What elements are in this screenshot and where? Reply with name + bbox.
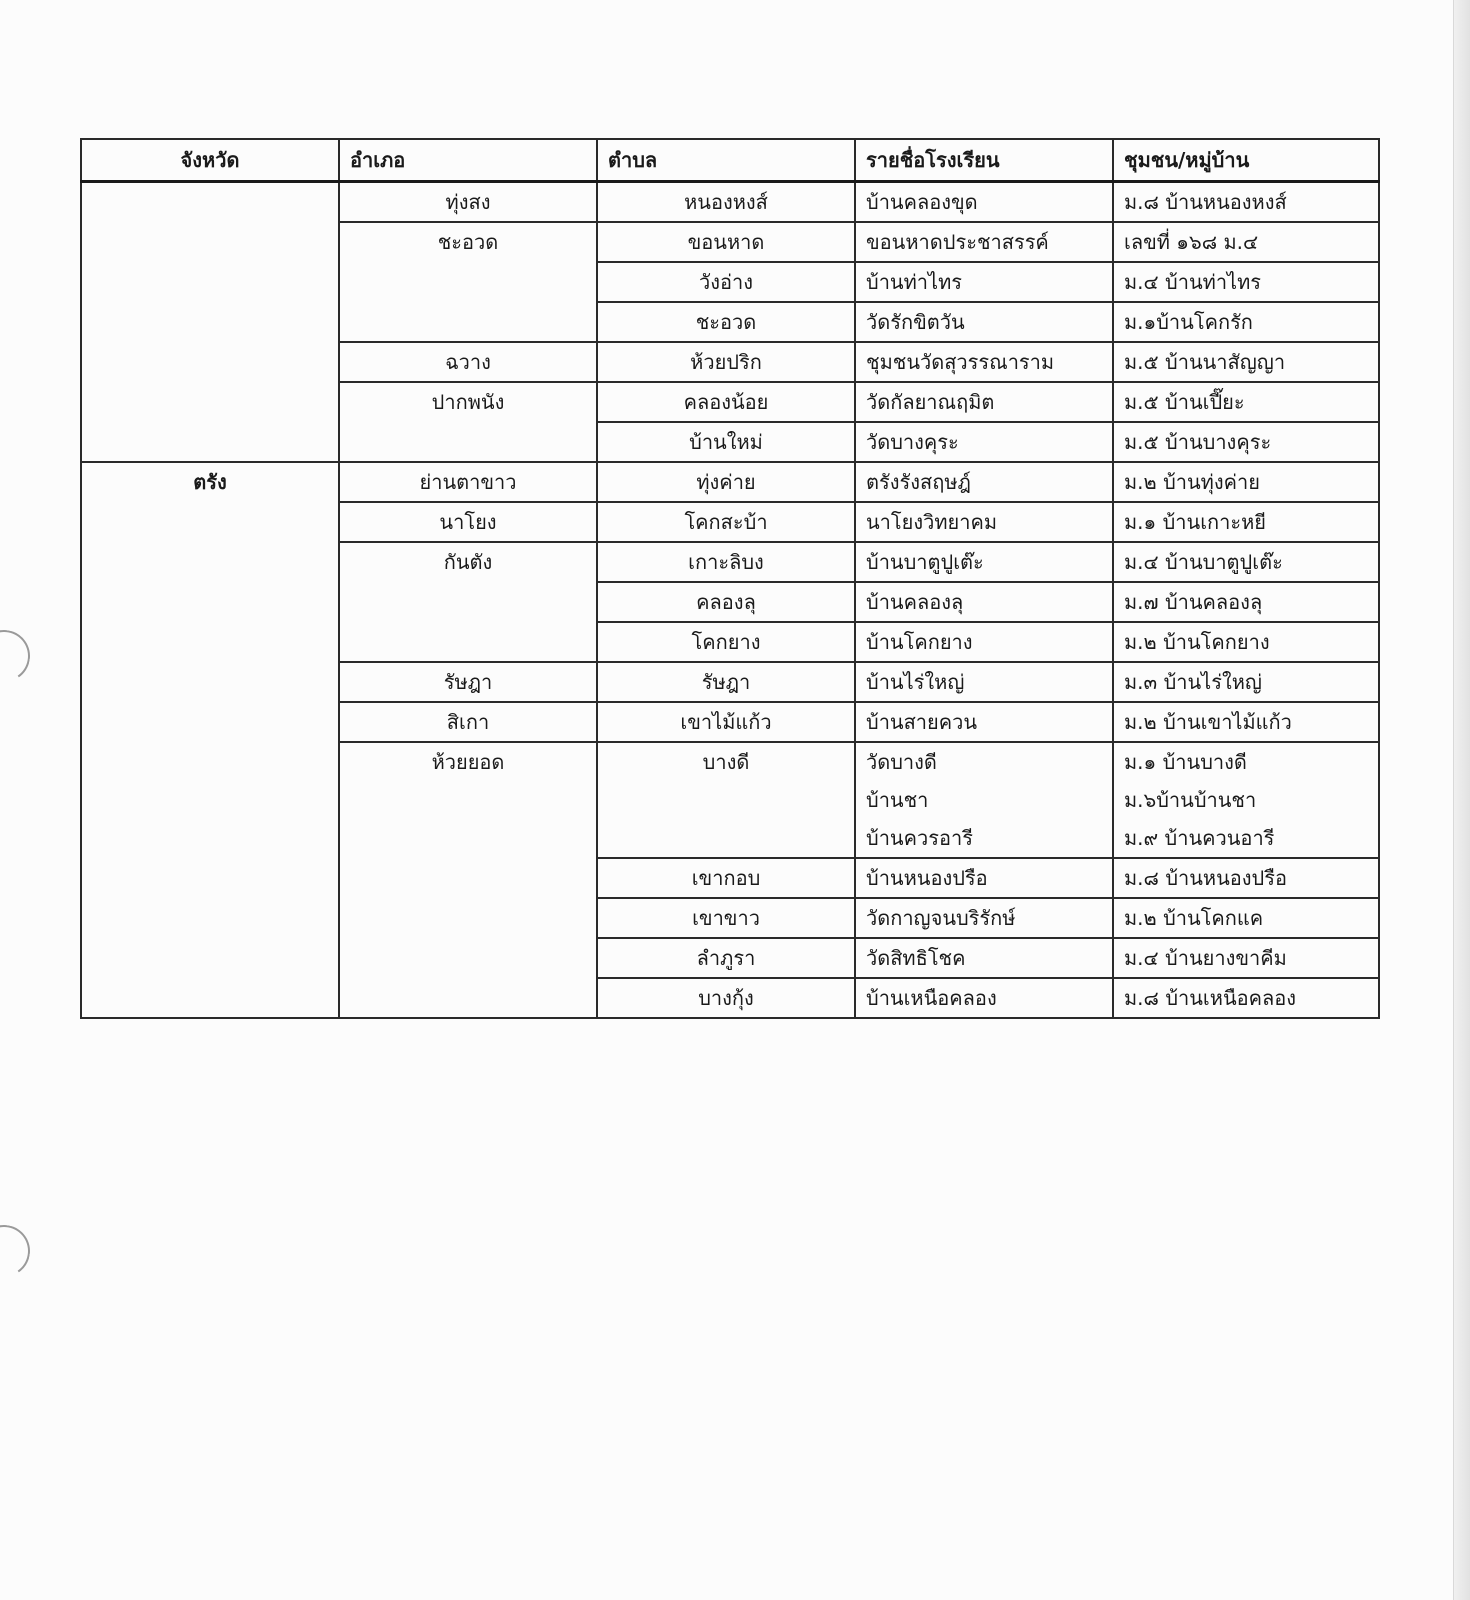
subdistrict-cell: เขากอบ [597, 858, 855, 898]
school-cell: ชุมชนวัดสุวรรณาราม [855, 342, 1113, 382]
table-row [81, 182, 1379, 223]
header-school: รายชื่อโรงเรียน [855, 139, 1113, 182]
school-cell: บ้านสายควน [855, 702, 1113, 742]
community-cell: ม.๘ บ้านหนองหงส์ [1113, 182, 1379, 223]
district-cell: กันตัง [339, 542, 597, 662]
province-cell: ตรัง [81, 462, 339, 1018]
district-cell: ฉวาง [339, 342, 597, 382]
school-cell: บ้านโคกยาง [855, 622, 1113, 662]
school-cell: ตรังรังสฤษฎ์ [855, 462, 1113, 502]
school-cell: บ้านไร่ใหญ่ [855, 662, 1113, 702]
school-cell: วัดกาญจนบริรักษ์ [855, 898, 1113, 938]
school-cell: บ้านท่าไทร [855, 262, 1113, 302]
school-cell: บ้านเหนือคลอง [855, 978, 1113, 1018]
community-cell [1113, 742, 1379, 858]
community-cell: ม.๓ บ้านไร่ใหญ่ [1113, 662, 1379, 702]
community-name: ม.๖บ้านบ้านชา [1124, 788, 1257, 812]
subdistrict-cell: เขาขาว [597, 898, 855, 938]
district-cell: ห้วยยอด [339, 742, 597, 1018]
table-header-row [81, 139, 1379, 182]
district-cell: รัษฎา [339, 662, 597, 702]
district-cell: ชะอวด [339, 222, 597, 342]
community-name: ม.๑ บ้านบางดี [1124, 750, 1247, 774]
punch-hole-mark [0, 626, 34, 686]
subdistrict-cell: เขาไม้แก้ว [597, 702, 855, 742]
subdistrict-cell: เกาะลิบง [597, 542, 855, 582]
subdistrict-cell: หนองหงส์ [597, 182, 855, 223]
school-cell: บ้านหนองปรือ [855, 858, 1113, 898]
community-cell: ม.๒ บ้านทุ่งค่าย [1113, 462, 1379, 502]
community-cell: ม.๑ บ้านเกาะหยี [1113, 502, 1379, 542]
subdistrict-cell: ขอนหาด [597, 222, 855, 262]
community-cell: ม.๔ บ้านยางขาคีม [1113, 938, 1379, 978]
subdistrict-cell: ทุ่งค่าย [597, 462, 855, 502]
school-cell: วัดกัลยาณฤมิต [855, 382, 1113, 422]
school-cell: วัดรักขิตวัน [855, 302, 1113, 342]
subdistrict-cell: ชะอวด [597, 302, 855, 342]
district-cell: ปากพนัง [339, 382, 597, 462]
community-name: ม.๙ บ้านควนอารี [1124, 826, 1275, 850]
subdistrict-cell: คลองลุ [597, 582, 855, 622]
school-cell [855, 742, 1113, 858]
school-cell: วัดบางคุระ [855, 422, 1113, 462]
subdistrict-cell: บ้านใหม่ [597, 422, 855, 462]
community-cell: ม.๒ บ้านโคกแค [1113, 898, 1379, 938]
subdistrict-cell: โคกสะบ้า [597, 502, 855, 542]
header-subdistrict: ตำบล [597, 139, 855, 182]
district-cell: ย่านตาขาว [339, 462, 597, 502]
district-cell: ทุ่งสง [339, 182, 597, 223]
school-name: วัดบางดี [866, 750, 937, 774]
community-cell: ม.๒ บ้านโคกยาง [1113, 622, 1379, 662]
district-cell: สิเกา [339, 702, 597, 742]
subdistrict-cell: รัษฎา [597, 662, 855, 702]
district-cell: นาโยง [339, 502, 597, 542]
subdistrict-cell: วังอ่าง [597, 262, 855, 302]
header-province: จังหวัด [81, 139, 339, 182]
school-cell: วัดสิทธิโชค [855, 938, 1113, 978]
header-district: อำเภอ [339, 139, 597, 182]
header-community: ชุมชน/หมู่บ้าน [1113, 139, 1379, 182]
subdistrict-cell: โคกยาง [597, 622, 855, 662]
community-cell: ม.๗ บ้านคลองลุ [1113, 582, 1379, 622]
community-cell: ม.๑บ้านโคกรัก [1113, 302, 1379, 342]
subdistrict-cell: ห้วยปริก [597, 342, 855, 382]
page-edge [1453, 0, 1470, 1600]
school-name: บ้านชา [866, 788, 929, 812]
community-cell: ม.๒ บ้านเขาไม้แก้ว [1113, 702, 1379, 742]
table-row [81, 462, 1379, 502]
community-cell: ม.๔ บ้านท่าไทร [1113, 262, 1379, 302]
province-cell [81, 182, 339, 463]
school-list-table [80, 138, 1380, 1019]
community-cell: ม.๔ บ้านบาตูปูเต๊ะ [1113, 542, 1379, 582]
community-cell: ม.๕ บ้านนาสัญญา [1113, 342, 1379, 382]
school-cell: บ้านคลองขุด [855, 182, 1113, 223]
school-cell: บ้านบาตูปูเต๊ะ [855, 542, 1113, 582]
community-cell: ม.๕ บ้านบางคุระ [1113, 422, 1379, 462]
subdistrict-cell: ลำภูรา [597, 938, 855, 978]
subdistrict-cell: บางดี [597, 742, 855, 858]
subdistrict-cell: คลองน้อย [597, 382, 855, 422]
community-cell: ม.๕ บ้านเปี๊ยะ [1113, 382, 1379, 422]
community-cell: เลขที่ ๑๖๘ ม.๔ [1113, 222, 1379, 262]
school-cell: ขอนหาดประชาสรรค์ [855, 222, 1113, 262]
school-cell: บ้านคลองลุ [855, 582, 1113, 622]
school-cell: นาโยงวิทยาคม [855, 502, 1113, 542]
community-cell: ม.๘ บ้านหนองปรือ [1113, 858, 1379, 898]
community-cell: ม.๘ บ้านเหนือคลอง [1113, 978, 1379, 1018]
punch-hole-mark [0, 1221, 34, 1281]
school-name: บ้านควรอารี [866, 826, 973, 850]
subdistrict-cell: บางกุ้ง [597, 978, 855, 1018]
